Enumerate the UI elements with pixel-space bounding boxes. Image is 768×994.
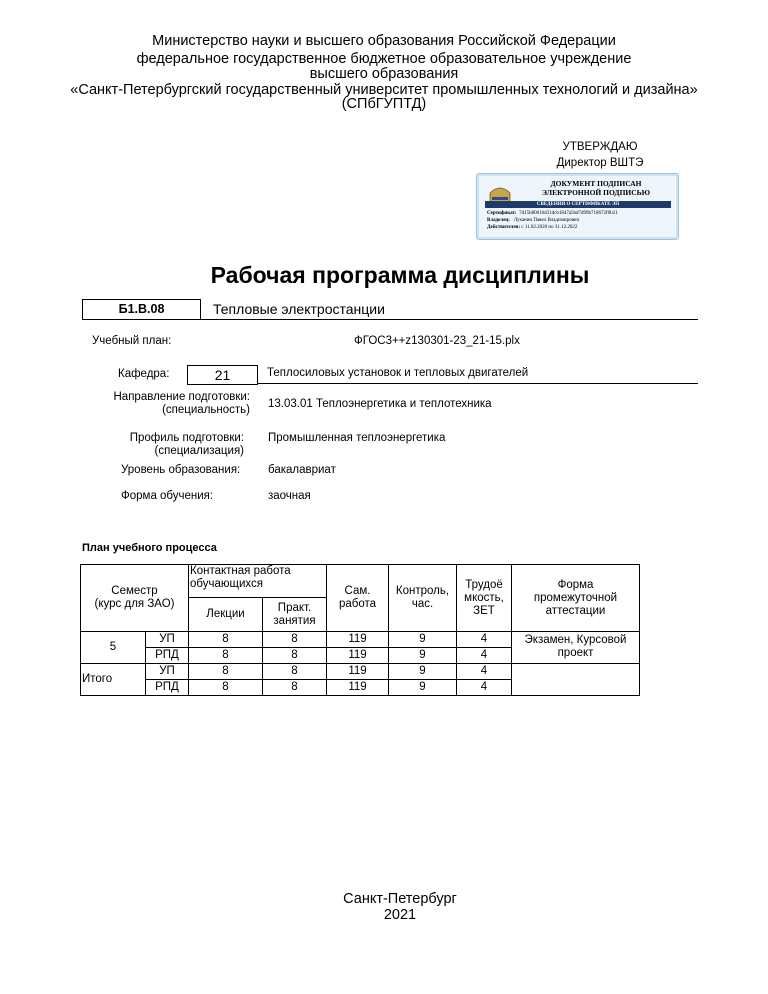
cell-control: 9 xyxy=(389,664,457,680)
kafedra-value: Теплосиловых установок и тепловых двигателей xyxy=(267,367,529,379)
header-practice: Практ. занятия xyxy=(263,598,327,632)
row-type: УП xyxy=(146,632,189,648)
cell-lectures: 8 xyxy=(189,680,263,696)
level-label: Уровень образования: xyxy=(121,464,241,476)
cell-zet: 4 xyxy=(457,664,512,680)
cell-attestation-empty xyxy=(512,664,640,696)
profile-value: Промышленная теплоэнергетика xyxy=(268,432,446,444)
cell-lectures: 8 xyxy=(189,632,263,648)
document-title: Рабочая программа дисциплины xyxy=(210,262,590,288)
cell-zet: 4 xyxy=(457,632,512,648)
direction-sublabel: (специальность) xyxy=(162,404,250,416)
cell-zet: 4 xyxy=(457,680,512,696)
cell-control: 9 xyxy=(389,680,457,696)
e-signature-stamp xyxy=(476,173,679,240)
profile-sublabel: (специализация) xyxy=(154,445,244,457)
cell-lectures: 8 xyxy=(189,648,263,664)
ministry-line: Министерство науки и высшего образования Российской Федерации xyxy=(152,33,616,49)
level-value: бакалавриат xyxy=(268,464,336,476)
cell-practice: 8 xyxy=(263,680,327,696)
cell-self: 119 xyxy=(327,632,389,648)
discipline-underline xyxy=(200,319,698,320)
header-control: Контроль, час. xyxy=(389,565,457,632)
header-self-work: Сам. работа xyxy=(327,565,389,632)
footer-year: 2021 xyxy=(383,907,417,923)
stamp-cert-bar: СВЕДЕНИЯ О СЕРТИФИКАТЕ ЭП xyxy=(485,201,671,208)
kafedra-label: Кафедра: xyxy=(118,368,170,380)
approval-word: УТВЕРЖДАЮ xyxy=(562,141,638,153)
discipline-name: Тепловые электростанции xyxy=(213,301,385,317)
university-name: «Санкт-Петербургский государственный университет промышленных технологий и дизайна» xyxy=(70,82,698,98)
cell-practice: 8 xyxy=(263,648,327,664)
profile-label: Профиль подготовки: xyxy=(129,432,244,444)
cell-lectures: 8 xyxy=(189,664,263,680)
row-type: РПД xyxy=(146,648,189,664)
institution-type-line: федеральное государственное бюджетное образовательное учреждение xyxy=(136,51,632,67)
row-group-semester: 5 xyxy=(81,632,146,664)
table-row xyxy=(81,632,640,648)
approver-title: Директор ВШТЭ xyxy=(556,157,644,169)
cell-control: 9 xyxy=(389,632,457,648)
table-row xyxy=(81,664,640,680)
plan-value: ФГОС3++z130301-23_21-15.plx xyxy=(354,335,520,347)
study-plan-table xyxy=(80,564,640,696)
university-abbr: (СПбГУПТД) xyxy=(341,96,427,112)
discipline-code: Б1.В.08 xyxy=(82,299,201,320)
education-level-line: высшего образования xyxy=(309,66,459,82)
stamp-title: ДОКУМЕНТ ПОДПИСАН ЭЛЕКТРОННОЙ ПОДПИСЬЮ xyxy=(541,179,651,197)
header-attestation-form: Форма промежуточной аттестации xyxy=(512,565,640,632)
form-label: Форма обучения: xyxy=(121,490,214,502)
stamp-owner-row: Владелец: Луканин Павел Владимирович xyxy=(487,218,580,223)
row-type: УП xyxy=(146,664,189,680)
direction-label: Направление подготовки: xyxy=(113,391,250,403)
cell-practice: 8 xyxy=(263,664,327,680)
cell-self: 119 xyxy=(327,664,389,680)
plan-table-heading: План учебного процесса xyxy=(82,542,217,554)
kafedra-underline xyxy=(257,383,698,384)
cell-practice: 8 xyxy=(263,632,327,648)
cell-control: 9 xyxy=(389,648,457,664)
header-zet: Трудоё мкость, ЗЕТ xyxy=(457,565,512,632)
cell-self: 119 xyxy=(327,648,389,664)
stamp-valid-row: Действителен: с 11.02.2020 по 31.12.2022 xyxy=(487,225,578,230)
row-group-total: Итого xyxy=(81,664,146,696)
header-contact-work: Контактная работа обучающихся xyxy=(189,565,327,598)
cell-zet: 4 xyxy=(457,648,512,664)
header-semester: Семестр (курс для ЗАО) xyxy=(81,565,189,632)
footer-city: Санкт-Петербург xyxy=(343,891,457,907)
stamp-cert-row: Сертификат: 7d15b80016d31dcb1847a5bd7d99b718672f0b21 xyxy=(487,211,618,216)
cell-attestation: Экзамен, Курсовой проект xyxy=(512,632,640,664)
direction-value: 13.03.01 Теплоэнергетика и теплотехника xyxy=(268,398,492,410)
row-type: РПД xyxy=(146,680,189,696)
kafedra-number: 21 xyxy=(187,365,258,385)
header-lectures: Лекции xyxy=(189,598,263,632)
cell-self: 119 xyxy=(327,680,389,696)
plan-label: Учебный план: xyxy=(92,335,172,347)
form-value: заочная xyxy=(268,490,311,502)
